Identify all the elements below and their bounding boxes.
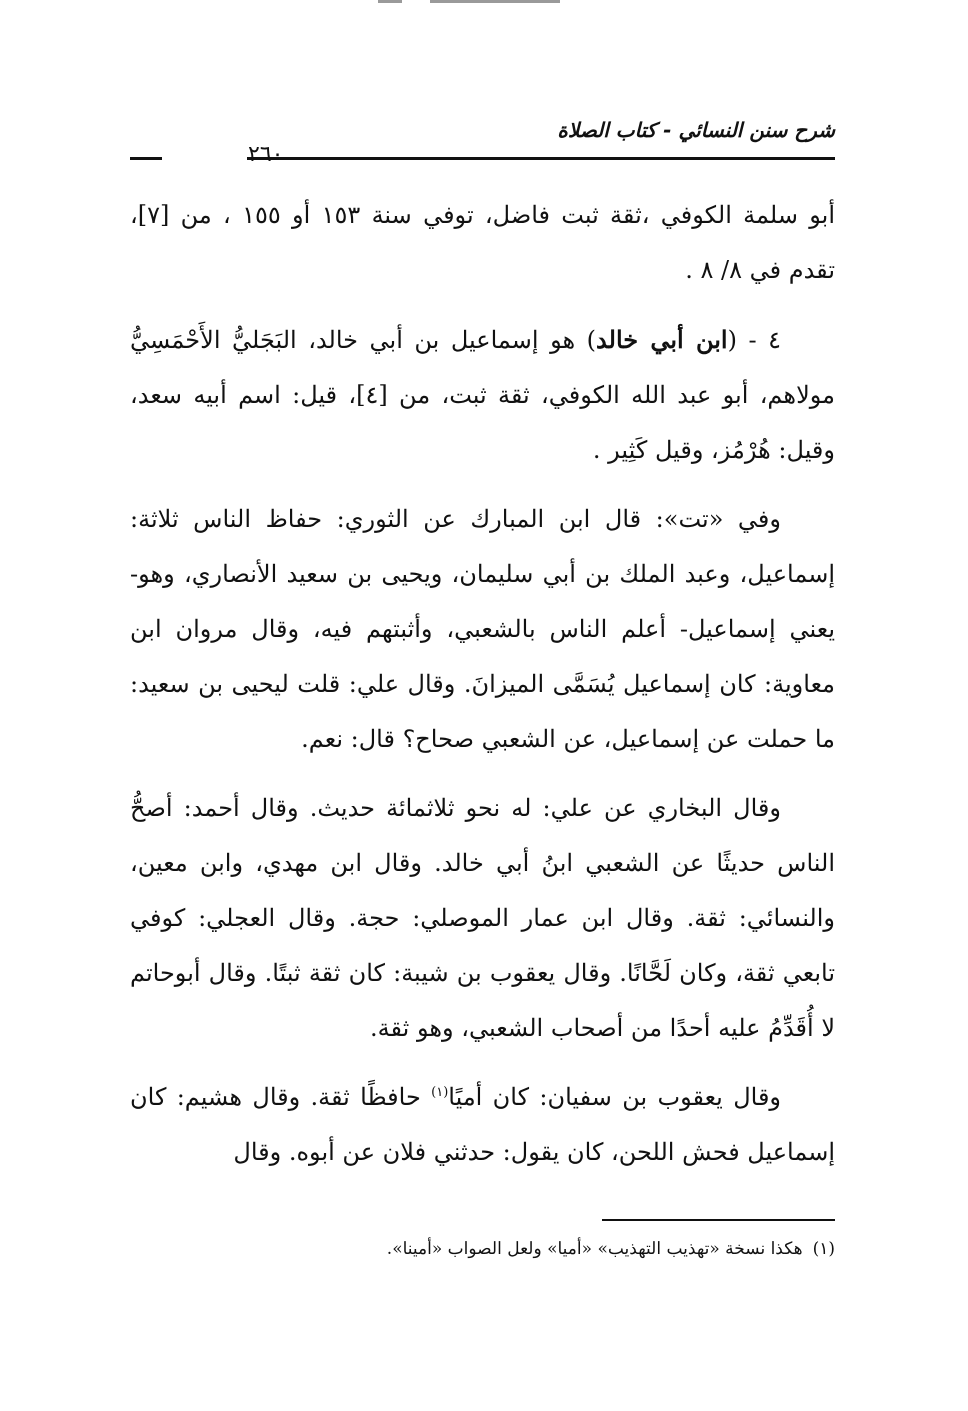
footnote-reference: (١) (431, 1085, 449, 1100)
header-rule (247, 157, 835, 160)
page-number: ٢٦٠ (248, 142, 284, 167)
running-title: شرح سنن النسائي - كتاب الصلاة (557, 118, 835, 142)
paragraph: وفي «تت»: قال ابن المبارك عن الثوري: حفاظ الناس ثلاثة: إسماعيل، وعبد الملك بن أبي سليمان، ويحيى بن سعيد الأنصاري، وهو- يعني إسماعيل- أعلم الناس بالشعبي، وأثبتهم فيه، وقال مروان ابن معاوية: كان إسماعيل يُسَمَّى الميزانَ. وقال علي: قلت ليحيى بن سعيد: ما حملت عن إسماعيل، عن الشعبي صحاح؟ قال: نعم. (130, 505, 835, 753)
paragraph (130, 1070, 835, 1180)
paragraph: وقال البخاري عن علي: له نحو ثلاثمائة حديث. وقال أحمد: أصحُّ الناس حديثًا عن الشعبي ابنُ أبي خالد. وقال ابن مهدي، وابن معين، والنسائي: ثقة. وقال ابن عمار الموصلي: حجة. وقال العجلي: كوفي تابعي ثقة، وكان لَحَّانًا. وقال يعقوب بن شيبة: كان ثقة ثبتًا. وقال أبوحاتم لا أُقَدِّمُ عليه أحدًا من أصحاب الشعبي، وهو ثقة. (130, 794, 835, 1042)
narrator-name: ابن أبي خالد (596, 325, 728, 354)
narrator-description: ) هو إسماعيل بن أبي خالد، البَجَليُّ الأَحْمَسِيُّ مولاهم، أبو عبد الله الكوفي، ثقة ثبت، من [٤]، قيل: اسم أبيه سعد، وقيل: هُرْمُز، وقيل كَثِير . (130, 326, 836, 464)
paragraph-text: وقال يعقوب بن سفيان: كان أميًا (448, 1083, 782, 1111)
header-dash (130, 157, 162, 160)
footnote-marker: (١) (812, 1239, 835, 1259)
footnote (300, 1235, 835, 1263)
paragraph-text: حافظًا ثقة. وقال هشيم: كان إسماعيل فحش اللحن، كان يقول: حدثني فلان عن أبوه. وقال (130, 1083, 835, 1166)
paragraph: أبو سلمة الكوفي ،ثقة ثبت فاضل، توفي سنة ١٥٣ أو ١٥٥ ، من [٧]، تقدم في ٨/ ٨ . (130, 201, 836, 284)
scan-edge-mark (378, 0, 402, 3)
footnote-text: هكذا نسخة «تهذيب التهذيب» «أميا» ولعل الصواب «أمينا». (386, 1239, 803, 1259)
running-header (130, 112, 835, 172)
scan-edge-mark (430, 0, 560, 3)
main-text (130, 188, 835, 1194)
entry-number: ٤ - ( (727, 326, 781, 354)
footnote-rule (602, 1219, 835, 1221)
narrator-entry (130, 312, 835, 478)
